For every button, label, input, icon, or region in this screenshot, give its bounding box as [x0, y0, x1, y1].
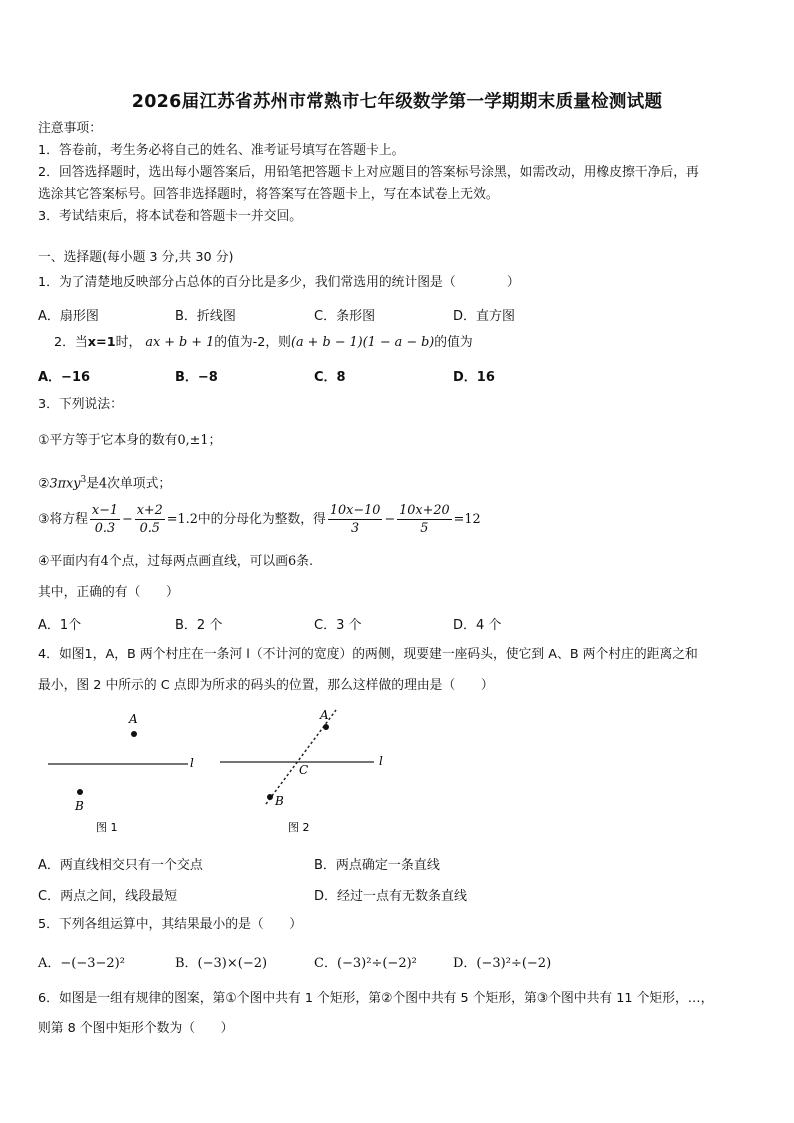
q3-s2-exponent: 3 — [80, 475, 87, 485]
q3-fraction-4-denominator: 5 — [420, 521, 429, 536]
q3-fraction-2 — [135, 503, 165, 536]
notice-item-2: 2．回答选择题时，选出每小题答案后，用铅笔把答题卡上对应题目的答案标号涂黑，如需改动，用橡皮擦干净后，再 — [38, 165, 699, 180]
q1-option-b: B．折线图 — [175, 309, 236, 324]
q4-figures — [40, 700, 420, 840]
q3-fraction-1-denominator: 0.3 — [94, 521, 116, 536]
q3-s1-math: 0,±1 — [177, 433, 209, 448]
q1-option-c: C．条形图 — [314, 309, 376, 324]
q2-expression-2: (a + b − 1)(1 − a − b) — [290, 335, 435, 350]
q3-fraction-2-numerator: x+2 — [136, 503, 163, 518]
q3-s2-math: 3πxy — [49, 476, 81, 492]
q3-s3-pre: ③将方程 — [38, 512, 88, 527]
q2-post: 的值为 — [434, 335, 473, 350]
figure-2 — [220, 708, 383, 834]
q5-option-d: D．(−3)²÷(−2) — [453, 956, 552, 971]
notice-item-2-cont: 选涂其它答案标号。回答非选择题时，将答案写在答题卡上，写在本试卷上无效。 — [38, 187, 499, 202]
q3-s1-end: ； — [208, 433, 222, 448]
fig2-label-a: A — [320, 708, 329, 722]
q3-fraction-1 — [90, 503, 120, 536]
q3-eq-2: =12 — [453, 512, 481, 527]
q2-mid1: 时， — [115, 335, 142, 350]
fig1-label-b: B — [75, 799, 84, 813]
q2-expression-1: ax + b + 1 — [145, 335, 215, 350]
question-4-line-1: 4．如图1，A，B 两个村庄在一条河 l（不计河的宽度）的两侧，现要建一座码头，使它到 A、B 两个村庄的距离之和 — [38, 647, 698, 662]
q1-option-d: D．直方图 — [453, 309, 516, 324]
q3-s2-end: 次单项式； — [107, 476, 172, 492]
q3-s4-end: 条. — [296, 554, 314, 569]
figure-1 — [48, 712, 194, 834]
q4-option-a: A．两直线相交只有一个交点 — [38, 858, 203, 873]
notice-item-1: 1．答卷前，考生务必将自己的姓名、准考证号填写在答题卡上。 — [38, 143, 405, 158]
fig2-label-b: B — [275, 794, 284, 808]
question-6-line-1: 6．如图是一组有规律的图案，第①个图中共有 1 个矩形，第②个图中共有 5 个矩形，第③个图中共有 11 个矩形，…， — [38, 991, 714, 1006]
q3-s4-number-2: 6 — [287, 554, 297, 569]
q3-s2-degree: 4 — [99, 476, 108, 492]
fig1-label-a: A — [129, 712, 138, 726]
q3-ask: 其中，正确的有（ ） — [38, 585, 179, 600]
fig1-point-b — [77, 789, 83, 795]
q3-option-d: D．4 个 — [453, 618, 502, 633]
q3-minus-1: − — [121, 512, 133, 527]
question-1-stem: 1．为了清楚地反映部分占总体的百分比是多少，我们常选用的统计图是（ ） — [38, 275, 520, 290]
q5-option-b: B．(−3)×(−2) — [175, 956, 268, 971]
q2-option-c: C．8 — [314, 370, 346, 385]
q3-fraction-3 — [328, 503, 383, 536]
q3-s4-pre: ④平面内有 — [38, 554, 101, 569]
fig1-caption: 图 1 — [96, 821, 118, 834]
section-heading: 一、选择题(每小题 3 分,共 30 分) — [38, 250, 234, 265]
q2-option-a: A．−16 — [38, 370, 91, 385]
notice-item-3: 3．考试结束后，将本试卷和答题卡一并交回。 — [38, 209, 303, 224]
q3-fraction-4 — [397, 503, 452, 536]
q3-fraction-1-numerator: x−1 — [91, 503, 118, 518]
q2-option-b: B．−8 — [175, 370, 218, 385]
q3-fraction-2-denominator: 0.5 — [139, 521, 160, 536]
q3-option-b: B．2 个 — [175, 618, 223, 633]
question-3-stem: 3．下列说法： — [38, 397, 123, 412]
q3-s4-mid: 个点，过每两点画直线，可以画 — [108, 554, 288, 569]
q2-mid2: 的值为-2，则 — [214, 335, 291, 350]
question-2-stem — [54, 334, 473, 351]
fig2-point-a — [323, 724, 329, 730]
fig2-point-b — [267, 794, 273, 800]
q3-option-a: A．1个 — [38, 618, 82, 633]
q3-s3-mid: 中的分母化为整数，得 — [197, 512, 326, 527]
fig2-caption: 图 2 — [288, 821, 310, 834]
q2-condition: x=1 — [87, 335, 116, 350]
q3-statement-2 — [38, 472, 171, 492]
fig1-label-l: l — [190, 756, 194, 770]
q2-option-d: D．16 — [453, 370, 495, 385]
page-title: 2026届江苏省苏州市常熟市七年级数学第一学期期末质量检测试题 — [131, 92, 663, 112]
q3-eq-1: =1.2 — [166, 512, 198, 527]
fig2-label-l: l — [379, 754, 383, 768]
q1-option-a: A．扇形图 — [38, 309, 99, 324]
q3-statement-4 — [38, 553, 313, 570]
q5-option-c: C．(−3)²÷(−2)² — [314, 956, 417, 971]
q3-s2-pre: ② — [38, 476, 50, 492]
q3-fraction-3-denominator: 3 — [351, 521, 360, 536]
question-6-line-2: 则第 8 个图中矩形个数为（ ） — [38, 1021, 234, 1036]
q3-s4-number-1: 4 — [100, 554, 109, 569]
q2-pre: 2．当 — [54, 335, 88, 350]
q4-option-d: D．经过一点有无数条直线 — [314, 889, 468, 904]
q3-statement-3 — [38, 503, 481, 537]
question-5-stem: 5．下列各组运算中，其结果最小的是（ ） — [38, 917, 303, 932]
notice-heading: 注意事项： — [38, 121, 102, 136]
q3-s2-post: 是 — [86, 476, 100, 492]
q3-option-c: C．3 个 — [314, 618, 362, 633]
q4-option-c: C．两点之间，线段最短 — [38, 889, 178, 904]
q3-fraction-4-numerator: 10x+20 — [399, 503, 450, 518]
q3-fraction-3-numerator: 10x−10 — [329, 503, 381, 518]
question-4-line-2: 最小，图 2 中所示的 C 点即为所求的码头的位置，那么这样做的理由是（ ） — [38, 678, 494, 693]
q3-minus-2: − — [384, 512, 396, 527]
q3-statement-1 — [38, 432, 221, 449]
q5-option-a: A．−(−3−2)² — [38, 956, 125, 971]
q3-s1-text: ①平方等于它本身的数有 — [38, 433, 178, 448]
fig1-point-a — [131, 731, 137, 737]
q4-option-b: B．两点确定一条直线 — [314, 858, 440, 873]
fig2-label-c: C — [299, 763, 309, 777]
